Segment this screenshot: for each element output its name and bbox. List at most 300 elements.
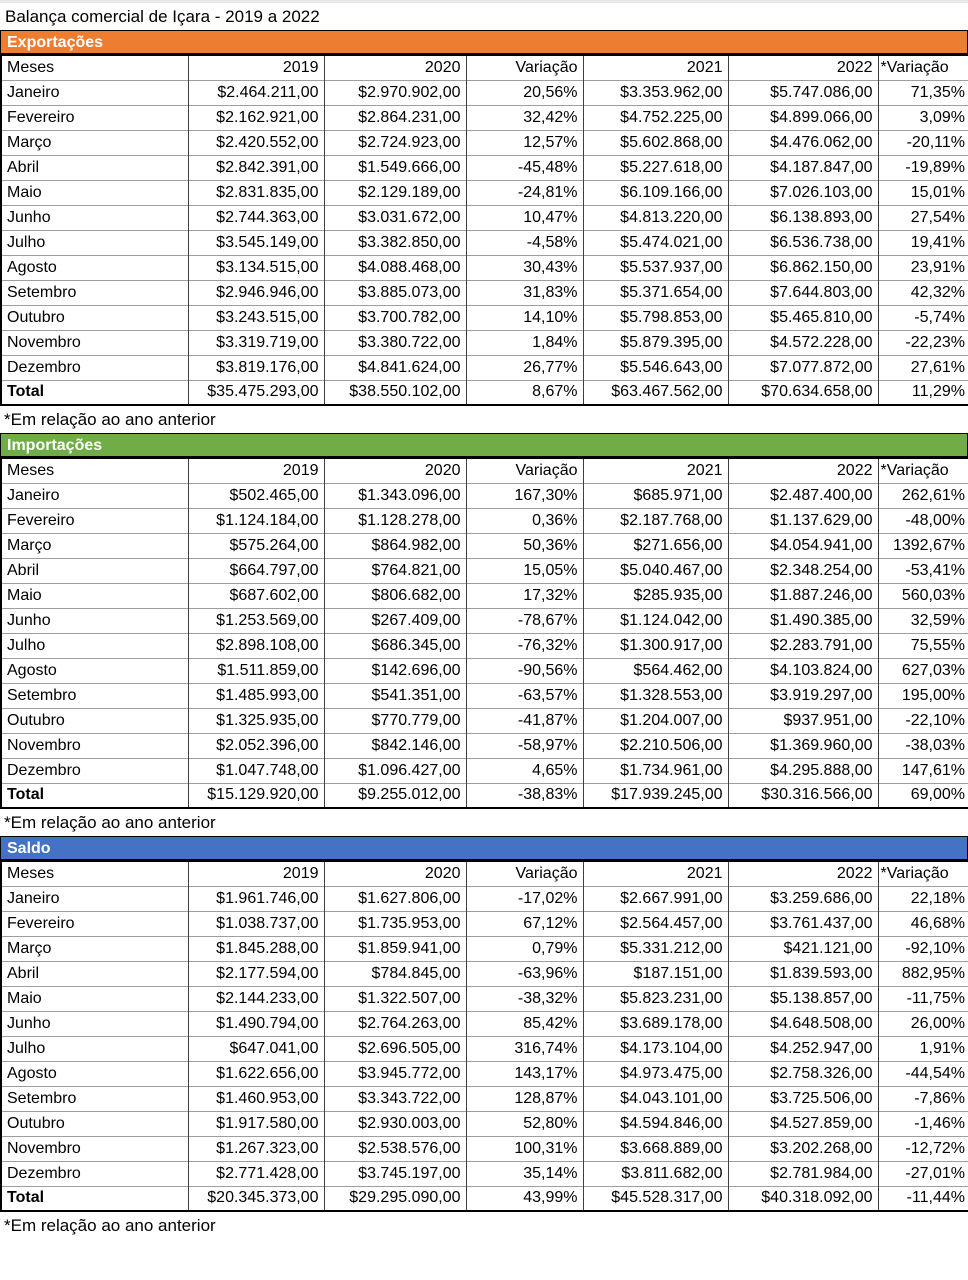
value-cell[interactable]: $685.971,00 — [583, 483, 728, 508]
value-cell[interactable]: 147,61% — [878, 758, 968, 783]
value-cell[interactable]: $271.656,00 — [583, 533, 728, 558]
value-cell[interactable]: $1.917.580,00 — [188, 1111, 324, 1136]
value-cell[interactable]: $9.255.012,00 — [324, 783, 466, 808]
value-cell[interactable]: $2.348.254,00 — [728, 558, 878, 583]
month-cell[interactable]: Novembro — [1, 733, 188, 758]
value-cell[interactable]: $3.811.682,00 — [583, 1161, 728, 1186]
value-cell[interactable]: $5.546.643,00 — [583, 355, 728, 380]
value-cell[interactable]: $5.371.654,00 — [583, 280, 728, 305]
value-cell[interactable]: $1.490.794,00 — [188, 1011, 324, 1036]
column-header-cell[interactable]: 2021 — [583, 861, 728, 886]
value-cell[interactable]: 1,91% — [878, 1036, 968, 1061]
value-cell[interactable]: $1.300.917,00 — [583, 633, 728, 658]
month-cell[interactable]: Outubro — [1, 1111, 188, 1136]
value-cell[interactable]: $1.128.278,00 — [324, 508, 466, 533]
value-cell[interactable]: $4.973.475,00 — [583, 1061, 728, 1086]
table-row — [1, 1011, 968, 1036]
value-cell[interactable]: $7.644.803,00 — [728, 280, 878, 305]
month-cell[interactable]: Maio — [1, 583, 188, 608]
month-cell[interactable]: Novembro — [1, 1136, 188, 1161]
month-cell[interactable]: Maio — [1, 986, 188, 1011]
value-cell[interactable]: $4.252.947,00 — [728, 1036, 878, 1061]
value-cell[interactable]: $2.464.211,00 — [188, 80, 324, 105]
column-header-cell[interactable]: 2020 — [324, 458, 466, 483]
value-cell[interactable]: $1.204.007,00 — [583, 708, 728, 733]
column-header-cell[interactable]: Meses — [7, 58, 55, 76]
value-cell[interactable]: $1.096.427,00 — [324, 758, 466, 783]
value-cell[interactable]: $1.845.288,00 — [188, 936, 324, 961]
value-cell[interactable]: 46,68% — [878, 911, 968, 936]
value-cell[interactable]: -27,01% — [878, 1161, 968, 1186]
value-cell[interactable]: $2.781.984,00 — [728, 1161, 878, 1186]
value-cell[interactable]: 0,36% — [466, 508, 583, 533]
value-cell[interactable]: $3.243.515,00 — [188, 305, 324, 330]
value-cell[interactable]: $564.462,00 — [583, 658, 728, 683]
value-cell[interactable]: 3,09% — [878, 105, 968, 130]
value-cell[interactable]: 262,61% — [878, 483, 968, 508]
value-cell[interactable]: 143,17% — [466, 1061, 583, 1086]
value-cell[interactable]: $3.668.889,00 — [583, 1136, 728, 1161]
value-cell[interactable]: $2.842.391,00 — [188, 155, 324, 180]
value-cell[interactable]: -76,32% — [466, 633, 583, 658]
month-cell[interactable]: Setembro — [1, 1086, 188, 1111]
value-cell[interactable]: $2.764.263,00 — [324, 1011, 466, 1036]
value-cell[interactable]: -5,74% — [878, 305, 968, 330]
value-cell[interactable]: 11,29% — [878, 380, 968, 405]
value-cell[interactable]: 882,95% — [878, 961, 968, 986]
value-cell[interactable]: $1.328.553,00 — [583, 683, 728, 708]
value-cell[interactable]: 22,18% — [878, 886, 968, 911]
value-cell[interactable]: $502.465,00 — [188, 483, 324, 508]
value-cell[interactable]: $5.040.467,00 — [583, 558, 728, 583]
value-cell[interactable]: $5.138.857,00 — [728, 986, 878, 1011]
value-cell[interactable]: 15,01% — [878, 180, 968, 205]
value-cell[interactable]: $5.602.868,00 — [583, 130, 728, 155]
value-cell[interactable]: 560,03% — [878, 583, 968, 608]
column-header-cell[interactable]: 2022 — [728, 861, 878, 886]
value-cell[interactable]: 26,00% — [878, 1011, 968, 1036]
value-cell[interactable]: 30,43% — [466, 255, 583, 280]
value-cell[interactable]: 15,05% — [466, 558, 583, 583]
value-cell[interactable]: 71,35% — [878, 80, 968, 105]
value-cell[interactable]: $2.758.326,00 — [728, 1061, 878, 1086]
value-cell[interactable]: $4.572.228,00 — [728, 330, 878, 355]
value-cell[interactable]: $686.345,00 — [324, 633, 466, 658]
month-cell[interactable]: Junho — [1, 1011, 188, 1036]
value-cell[interactable]: -38,83% — [466, 783, 583, 808]
value-cell[interactable]: $1.047.748,00 — [188, 758, 324, 783]
value-cell[interactable]: $5.465.810,00 — [728, 305, 878, 330]
value-cell[interactable]: -90,56% — [466, 658, 583, 683]
column-header-cell[interactable]: 2021 — [583, 458, 728, 483]
month-cell[interactable]: Dezembro — [1, 758, 188, 783]
value-cell[interactable]: -45,48% — [466, 155, 583, 180]
value-cell[interactable]: $1.369.960,00 — [728, 733, 878, 758]
value-cell[interactable]: -19,89% — [878, 155, 968, 180]
section-header-importacoes[interactable]: Importações — [0, 433, 968, 457]
value-cell[interactable]: 4,65% — [466, 758, 583, 783]
value-cell[interactable]: -12,72% — [878, 1136, 968, 1161]
value-cell[interactable]: 27,54% — [878, 205, 968, 230]
value-cell[interactable]: 32,59% — [878, 608, 968, 633]
value-cell[interactable]: $842.146,00 — [324, 733, 466, 758]
value-cell[interactable]: 128,87% — [466, 1086, 583, 1111]
month-cell[interactable]: Janeiro — [1, 483, 188, 508]
value-cell[interactable]: $2.420.552,00 — [188, 130, 324, 155]
value-cell[interactable]: 43,99% — [466, 1186, 583, 1211]
value-cell[interactable]: 42,32% — [878, 280, 968, 305]
column-header-cell[interactable]: *Variação — [878, 861, 968, 886]
value-cell[interactable]: $784.845,00 — [324, 961, 466, 986]
value-cell[interactable]: -92,10% — [878, 936, 968, 961]
value-cell[interactable]: $6.862.150,00 — [728, 255, 878, 280]
value-cell[interactable]: $3.745.197,00 — [324, 1161, 466, 1186]
value-cell[interactable]: $764.821,00 — [324, 558, 466, 583]
value-cell[interactable]: $3.343.722,00 — [324, 1086, 466, 1111]
value-cell[interactable]: $4.648.508,00 — [728, 1011, 878, 1036]
value-cell[interactable]: $29.295.090,00 — [324, 1186, 466, 1211]
value-cell[interactable]: $4.043.101,00 — [583, 1086, 728, 1111]
value-cell[interactable]: $1.511.859,00 — [188, 658, 324, 683]
value-cell[interactable]: $1.734.961,00 — [583, 758, 728, 783]
value-cell[interactable]: $2.129.189,00 — [324, 180, 466, 205]
value-cell[interactable]: $2.667.991,00 — [583, 886, 728, 911]
column-header-cell[interactable]: 2022 — [728, 458, 878, 483]
value-cell[interactable]: $3.761.437,00 — [728, 911, 878, 936]
value-cell[interactable]: -63,57% — [466, 683, 583, 708]
value-cell[interactable]: -17,02% — [466, 886, 583, 911]
value-cell[interactable]: -38,03% — [878, 733, 968, 758]
month-cell[interactable]: Outubro — [1, 708, 188, 733]
value-cell[interactable]: $3.382.850,00 — [324, 230, 466, 255]
value-cell[interactable]: $1.490.385,00 — [728, 608, 878, 633]
value-cell[interactable]: $4.594.846,00 — [583, 1111, 728, 1136]
value-cell[interactable]: 100,31% — [466, 1136, 583, 1161]
value-cell[interactable]: $2.744.363,00 — [188, 205, 324, 230]
value-cell[interactable]: $937.951,00 — [728, 708, 878, 733]
month-cell[interactable]: Março — [1, 533, 188, 558]
value-cell[interactable]: 0,79% — [466, 936, 583, 961]
value-cell[interactable]: 627,03% — [878, 658, 968, 683]
value-cell[interactable]: -22,10% — [878, 708, 968, 733]
value-cell[interactable]: $1.267.323,00 — [188, 1136, 324, 1161]
value-cell[interactable]: $1.887.246,00 — [728, 583, 878, 608]
value-cell[interactable]: $2.162.921,00 — [188, 105, 324, 130]
value-cell[interactable]: $1.325.935,00 — [188, 708, 324, 733]
value-cell[interactable]: $5.747.086,00 — [728, 80, 878, 105]
value-cell[interactable]: -20,11% — [878, 130, 968, 155]
column-header-cell[interactable]: *Variação — [878, 55, 968, 80]
value-cell[interactable]: $70.634.658,00 — [728, 380, 878, 405]
value-cell[interactable]: $4.476.062,00 — [728, 130, 878, 155]
value-cell[interactable]: $687.602,00 — [188, 583, 324, 608]
value-cell[interactable]: $63.467.562,00 — [583, 380, 728, 405]
value-cell[interactable]: $1.137.629,00 — [728, 508, 878, 533]
value-cell[interactable]: $3.885.073,00 — [324, 280, 466, 305]
value-cell[interactable]: $5.537.937,00 — [583, 255, 728, 280]
value-cell[interactable]: $3.700.782,00 — [324, 305, 466, 330]
value-cell[interactable]: 67,12% — [466, 911, 583, 936]
value-cell[interactable]: -48,00% — [878, 508, 968, 533]
month-cell[interactable]: Total — [1, 1186, 188, 1211]
month-cell[interactable]: Junho — [1, 205, 188, 230]
value-cell[interactable]: $5.227.618,00 — [583, 155, 728, 180]
value-cell[interactable]: -44,54% — [878, 1061, 968, 1086]
value-cell[interactable]: $2.144.233,00 — [188, 986, 324, 1011]
value-cell[interactable]: $1.839.593,00 — [728, 961, 878, 986]
column-header-cell[interactable]: Variação — [466, 55, 583, 80]
value-cell[interactable]: $1.343.096,00 — [324, 483, 466, 508]
value-cell[interactable]: 52,80% — [466, 1111, 583, 1136]
value-cell[interactable]: $3.945.772,00 — [324, 1061, 466, 1086]
value-cell[interactable]: $2.970.902,00 — [324, 80, 466, 105]
column-header-cell[interactable]: Variação — [466, 861, 583, 886]
value-cell[interactable]: $6.138.893,00 — [728, 205, 878, 230]
value-cell[interactable]: $7.026.103,00 — [728, 180, 878, 205]
value-cell[interactable]: $1.622.656,00 — [188, 1061, 324, 1086]
month-cell[interactable]: Março — [1, 130, 188, 155]
value-cell[interactable]: $806.682,00 — [324, 583, 466, 608]
value-cell[interactable]: 1,84% — [466, 330, 583, 355]
month-cell[interactable]: Janeiro — [1, 886, 188, 911]
value-cell[interactable]: -41,87% — [466, 708, 583, 733]
column-header-cell[interactable]: 2021 — [583, 55, 728, 80]
value-cell[interactable]: $2.930.003,00 — [324, 1111, 466, 1136]
value-cell[interactable]: 32,42% — [466, 105, 583, 130]
value-cell[interactable]: $4.295.888,00 — [728, 758, 878, 783]
value-cell[interactable]: $5.798.853,00 — [583, 305, 728, 330]
value-cell[interactable]: $6.536.738,00 — [728, 230, 878, 255]
value-cell[interactable]: $3.545.149,00 — [188, 230, 324, 255]
value-cell[interactable]: $664.797,00 — [188, 558, 324, 583]
value-cell[interactable]: $4.527.859,00 — [728, 1111, 878, 1136]
month-cell[interactable]: Fevereiro — [1, 911, 188, 936]
value-cell[interactable]: -78,67% — [466, 608, 583, 633]
value-cell[interactable]: $1.124.184,00 — [188, 508, 324, 533]
value-cell[interactable]: 195,00% — [878, 683, 968, 708]
value-cell[interactable]: $1.961.746,00 — [188, 886, 324, 911]
month-cell[interactable]: Abril — [1, 558, 188, 583]
value-cell[interactable]: -24,81% — [466, 180, 583, 205]
value-cell[interactable]: 69,00% — [878, 783, 968, 808]
value-cell[interactable]: $2.052.396,00 — [188, 733, 324, 758]
table-row — [1, 508, 968, 533]
value-cell[interactable]: $2.487.400,00 — [728, 483, 878, 508]
value-cell[interactable]: $3.380.722,00 — [324, 330, 466, 355]
column-header-cell[interactable]: 2019 — [188, 861, 324, 886]
value-cell[interactable]: $5.331.212,00 — [583, 936, 728, 961]
column-header-cell[interactable]: 2020 — [324, 55, 466, 80]
value-cell[interactable]: $4.813.220,00 — [583, 205, 728, 230]
value-cell[interactable]: $2.283.791,00 — [728, 633, 878, 658]
value-cell[interactable]: 27,61% — [878, 355, 968, 380]
value-cell[interactable]: $4.899.066,00 — [728, 105, 878, 130]
month-cell[interactable]: Junho — [1, 608, 188, 633]
month-cell[interactable]: Agosto — [1, 1061, 188, 1086]
month-cell[interactable]: Maio — [1, 180, 188, 205]
value-cell[interactable]: $4.752.225,00 — [583, 105, 728, 130]
value-cell[interactable]: $30.316.566,00 — [728, 783, 878, 808]
value-cell[interactable]: $17.939.245,00 — [583, 783, 728, 808]
value-cell[interactable]: $2.864.231,00 — [324, 105, 466, 130]
value-cell[interactable]: $35.475.293,00 — [188, 380, 324, 405]
value-cell[interactable]: $3.202.268,00 — [728, 1136, 878, 1161]
value-cell[interactable]: $2.724.923,00 — [324, 130, 466, 155]
value-cell[interactable]: $421.121,00 — [728, 936, 878, 961]
value-cell[interactable]: $647.041,00 — [188, 1036, 324, 1061]
value-cell[interactable]: 19,41% — [878, 230, 968, 255]
value-cell[interactable]: 1392,67% — [878, 533, 968, 558]
value-cell[interactable]: 316,74% — [466, 1036, 583, 1061]
value-cell[interactable]: $4.054.941,00 — [728, 533, 878, 558]
column-header-cell[interactable]: *Variação — [878, 458, 968, 483]
value-cell[interactable]: $3.353.962,00 — [583, 80, 728, 105]
value-cell[interactable]: -11,75% — [878, 986, 968, 1011]
value-cell[interactable]: $285.935,00 — [583, 583, 728, 608]
value-cell[interactable]: $2.696.505,00 — [324, 1036, 466, 1061]
value-cell[interactable]: -1,46% — [878, 1111, 968, 1136]
month-cell[interactable]: Julho — [1, 1036, 188, 1061]
column-header-cell[interactable]: 2022 — [728, 55, 878, 80]
value-cell[interactable]: $541.351,00 — [324, 683, 466, 708]
table-row — [1, 633, 968, 658]
value-cell[interactable]: $1.038.737,00 — [188, 911, 324, 936]
value-cell[interactable]: $3.031.672,00 — [324, 205, 466, 230]
value-cell[interactable]: $2.210.506,00 — [583, 733, 728, 758]
value-cell[interactable]: $2.538.576,00 — [324, 1136, 466, 1161]
value-cell[interactable]: -38,32% — [466, 986, 583, 1011]
value-cell[interactable]: $45.528.317,00 — [583, 1186, 728, 1211]
value-cell[interactable]: $2.898.108,00 — [188, 633, 324, 658]
month-cell[interactable]: Setembro — [1, 683, 188, 708]
value-cell[interactable]: $3.919.297,00 — [728, 683, 878, 708]
value-cell[interactable]: 167,30% — [466, 483, 583, 508]
value-cell[interactable]: $1.460.953,00 — [188, 1086, 324, 1111]
value-cell[interactable]: $2.177.594,00 — [188, 961, 324, 986]
value-cell[interactable]: 26,77% — [466, 355, 583, 380]
column-header-cell[interactable]: Meses — [7, 864, 55, 882]
value-cell[interactable]: $5.823.231,00 — [583, 986, 728, 1011]
value-cell[interactable]: $2.564.457,00 — [583, 911, 728, 936]
value-cell[interactable]: $1.859.941,00 — [324, 936, 466, 961]
value-cell[interactable]: 12,57% — [466, 130, 583, 155]
value-cell[interactable]: 17,32% — [466, 583, 583, 608]
month-cell[interactable]: Total — [1, 380, 188, 405]
month-cell[interactable]: Agosto — [1, 658, 188, 683]
value-cell[interactable]: $3.134.515,00 — [188, 255, 324, 280]
month-cell[interactable]: Novembro — [1, 330, 188, 355]
value-cell[interactable]: $2.831.835,00 — [188, 180, 324, 205]
value-cell[interactable]: $4.088.468,00 — [324, 255, 466, 280]
value-cell[interactable]: 10,47% — [466, 205, 583, 230]
value-cell[interactable]: $4.103.824,00 — [728, 658, 878, 683]
value-cell[interactable]: 8,67% — [466, 380, 583, 405]
month-cell[interactable]: Setembro — [1, 280, 188, 305]
value-cell[interactable]: -7,86% — [878, 1086, 968, 1111]
column-header-cell[interactable]: 2020 — [324, 861, 466, 886]
value-cell[interactable]: $3.689.178,00 — [583, 1011, 728, 1036]
month-cell[interactable]: Fevereiro — [1, 105, 188, 130]
value-cell[interactable]: -22,23% — [878, 330, 968, 355]
month-cell[interactable]: Março — [1, 936, 188, 961]
column-header-cell[interactable]: 2019 — [188, 55, 324, 80]
value-cell[interactable]: 14,10% — [466, 305, 583, 330]
value-cell[interactable]: $5.474.021,00 — [583, 230, 728, 255]
value-cell[interactable]: $2.946.946,00 — [188, 280, 324, 305]
value-cell[interactable]: $7.077.872,00 — [728, 355, 878, 380]
month-cell[interactable]: Fevereiro — [1, 508, 188, 533]
value-cell[interactable]: $40.318.092,00 — [728, 1186, 878, 1211]
value-cell[interactable]: 50,36% — [466, 533, 583, 558]
value-cell[interactable]: $770.779,00 — [324, 708, 466, 733]
value-cell[interactable]: $20.345.373,00 — [188, 1186, 324, 1211]
value-cell[interactable]: -4,58% — [466, 230, 583, 255]
value-cell[interactable]: $1.549.666,00 — [324, 155, 466, 180]
value-cell[interactable]: $187.151,00 — [583, 961, 728, 986]
section-header-exportacoes[interactable]: Exportações — [0, 30, 968, 54]
value-cell[interactable]: -11,44% — [878, 1186, 968, 1211]
month-cell[interactable]: Dezembro — [1, 1161, 188, 1186]
value-cell[interactable]: $864.982,00 — [324, 533, 466, 558]
month-cell[interactable]: Abril — [1, 155, 188, 180]
value-cell[interactable]: -53,41% — [878, 558, 968, 583]
value-cell[interactable]: $575.264,00 — [188, 533, 324, 558]
value-cell[interactable]: $1.627.806,00 — [324, 886, 466, 911]
value-cell[interactable]: 35,14% — [466, 1161, 583, 1186]
value-cell[interactable]: $1.124.042,00 — [583, 608, 728, 633]
value-cell[interactable]: $1.322.507,00 — [324, 986, 466, 1011]
column-header-cell[interactable]: Meses — [7, 461, 55, 479]
value-cell[interactable]: 31,83% — [466, 280, 583, 305]
value-cell[interactable]: $3.725.506,00 — [728, 1086, 878, 1111]
month-cell[interactable]: Julho — [1, 230, 188, 255]
column-header-cell[interactable]: Variação — [466, 458, 583, 483]
month-cell[interactable]: Abril — [1, 961, 188, 986]
column-header-cell[interactable]: 2019 — [188, 458, 324, 483]
month-cell[interactable]: Total — [1, 783, 188, 808]
value-cell[interactable]: $3.819.176,00 — [188, 355, 324, 380]
section-header-saldo[interactable]: Saldo — [0, 836, 968, 860]
value-cell[interactable]: $15.129.920,00 — [188, 783, 324, 808]
value-cell[interactable]: $1.735.953,00 — [324, 911, 466, 936]
value-cell[interactable]: $267.409,00 — [324, 608, 466, 633]
value-cell[interactable]: $4.187.847,00 — [728, 155, 878, 180]
value-cell[interactable]: $2.771.428,00 — [188, 1161, 324, 1186]
value-cell[interactable]: -63,96% — [466, 961, 583, 986]
value-cell[interactable]: $1.253.569,00 — [188, 608, 324, 633]
value-cell[interactable]: $38.550.102,00 — [324, 380, 466, 405]
value-cell[interactable]: 75,55% — [878, 633, 968, 658]
value-cell[interactable]: -58,97% — [466, 733, 583, 758]
value-cell[interactable]: $3.259.686,00 — [728, 886, 878, 911]
value-cell[interactable]: 20,56% — [466, 80, 583, 105]
value-cell[interactable]: 85,42% — [466, 1011, 583, 1036]
value-cell[interactable]: $1.485.993,00 — [188, 683, 324, 708]
month-cell[interactable]: Outubro — [1, 305, 188, 330]
value-cell[interactable]: $4.173.104,00 — [583, 1036, 728, 1061]
value-cell[interactable]: $142.696,00 — [324, 658, 466, 683]
value-cell[interactable]: $5.879.395,00 — [583, 330, 728, 355]
month-cell[interactable]: Dezembro — [1, 355, 188, 380]
value-cell[interactable]: $2.187.768,00 — [583, 508, 728, 533]
value-cell[interactable]: 23,91% — [878, 255, 968, 280]
value-cell[interactable]: $6.109.166,00 — [583, 180, 728, 205]
month-cell[interactable]: Julho — [1, 633, 188, 658]
month-cell[interactable]: Agosto — [1, 255, 188, 280]
value-cell[interactable]: $3.319.719,00 — [188, 330, 324, 355]
value-cell[interactable]: $4.841.624,00 — [324, 355, 466, 380]
month-cell[interactable]: Janeiro — [1, 80, 188, 105]
